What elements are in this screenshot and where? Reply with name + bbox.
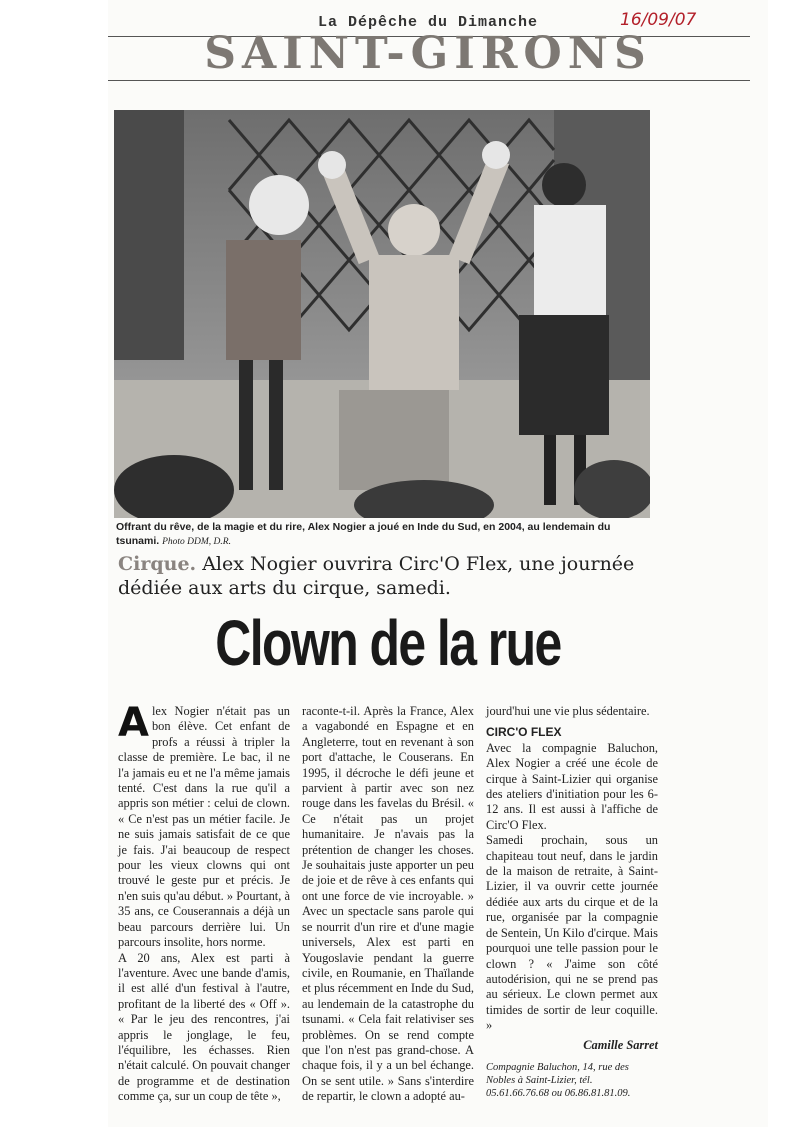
article-column-3 — [486, 704, 658, 1100]
kicker-tag: Cirque. — [118, 553, 197, 575]
article-column-2 — [302, 704, 474, 1105]
headline: Clown de la rue — [215, 607, 561, 679]
clown-photo — [114, 110, 650, 518]
handwritten-date: 16/09/07 — [620, 10, 697, 30]
section-title: SAINT-GIRONS — [204, 28, 652, 79]
caption-text: Offrant du rêve, de la magie et du rire, Alex Nogier a joué en Inde du Sud, en 2004, au lendemain du tsunami. — [116, 521, 611, 547]
paragraph: Samedi prochain, sous un chapiteau tout neuf, dans le jardin de la maison de retraite, à Saint-Lizier, il va ouvrir cette journée dédiée aux arts du cirque et de la rue, organisée par la compagnie de Sentein, Un Kilo d'cirque. Mais pourquoi une telle passion pour le clown ? « J'aime son côté autodérision, qui ne se prend pas au sérieux. Le clown permet aux timides de sortir de leur coquille. » — [486, 833, 658, 1033]
subheading: CIRC'O FLEX — [486, 725, 562, 740]
photo-credit: Photo DDM, D.R. — [162, 537, 231, 547]
paragraph: jourd'hui une vie plus sédentaire. — [486, 704, 650, 718]
paragraph: A 20 ans, Alex est parti à l'aventure. Avec une bande d'amis, il est allé d'un festival à l'autre, profitant de la liberté des « Off ». « Par le jeu des rencontres, j'ai appris le jonglage, le feu, l'équilibre, les échasses. Rien n'était calculé. On pouvait changer de programme et de destination comme ça, sur un coup de tête », — [118, 950, 290, 1104]
photo-illustration — [114, 110, 650, 518]
photo-caption — [116, 520, 652, 549]
masthead: La Dépêche du Dimanche — [317, 14, 539, 31]
dropcap: A — [118, 700, 149, 746]
paragraph: lex Nogier n'était pas un bon élève. Cet enfant de profs a réussi à tripler la classe de première. Le bac, il ne l'a jamais eu et ne l'a même jamais tenté. C'est dans la rue qu'il a appris son métier : celui de clown. « Ce n'est pas un métier facile. Je ne suis jamais satisfait de ce que je fais. J'ai beaucoup de respect pour les vieux clowns qui ont trouvé le geste pur et précis. Je n'en suis qu'au début. » Pourtant, à 35 ans, ce Couserannais a déjà un beau parcours derrière lui. Un parcours insolite, hors norme. — [118, 704, 290, 950]
kicker — [118, 552, 658, 600]
author-signature: Camille Sarret — [583, 1037, 658, 1052]
article-column-1 — [118, 700, 290, 1105]
paragraph: raconte-t-il. Après la France, Alex a vagabondé en Espagne et en Angleterre, tout en revenant à son port d'attache, le Couserans. En 1995, il décroche le défi jeune et parvient à partir avec son nez rouge dans les favelas du Brésil. « Ce n'était pas un projet humanitaire. Je n'avais pas la prétention de changer les choses. Je souhaitais juste apporter un peu de joie et de rêve à ces enfants qui ont une force de vie incroyable. » Avec un spectacle sans parole qui se nourrit d'un rire et d'une magie universels, Alex est parti en Yougoslavie pendant la guerre civile, en Roumanie, en Thaïlande et plus récemment en Inde du Sud, au lendemain de la catastrophe du tsunami. « Cela fait relativiser ses problèmes. On se rend compte que l'on n'est pas grand-chose. A chaque fois, il y a un bel échange. On se sent utile. » Sans s'interdire de repartir, le clown a adopté au- — [302, 704, 474, 1104]
contact-address: Compagnie Baluchon, 14, rue des Nobles à Saint-Lizier, tél. 05.61.66.76.68 ou 06.86.81.81.09. — [486, 1061, 631, 1099]
divider — [108, 80, 750, 81]
kicker-text: Alex Nogier ouvrira Circ'O Flex, une journée dédiée aux arts du cirque, samedi. — [118, 553, 635, 599]
paragraph: Avec la compagnie Baluchon, Alex Nogier a créé une école de cirque à Saint-Lizier qui organise des ateliers d'initiation pour les 6-12 ans. Il est aussi à l'affiche de Circ'O Flex. — [486, 740, 658, 832]
